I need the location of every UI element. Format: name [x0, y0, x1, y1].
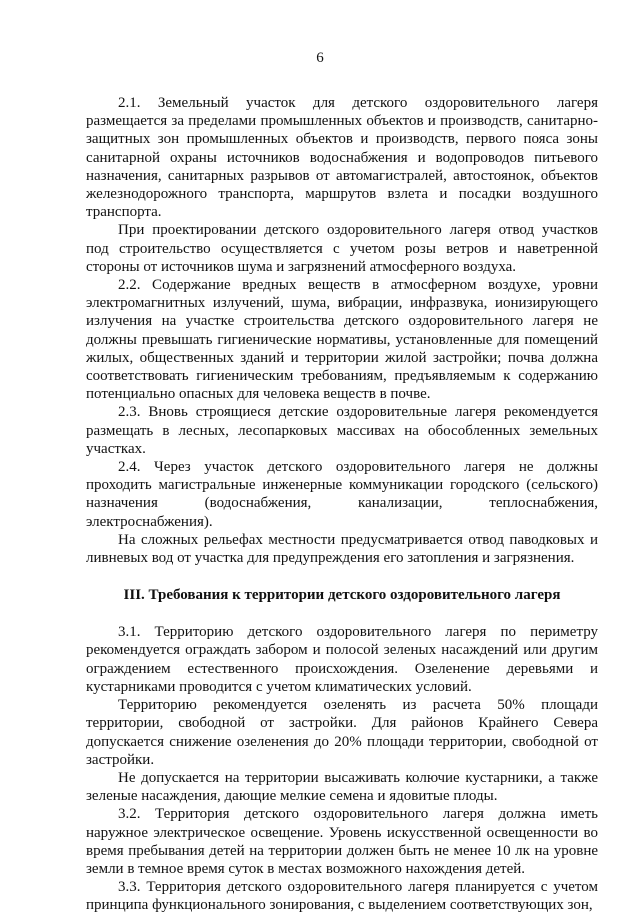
paragraph-2-1-continued: При проектировании детского оздоровительного лагеря отвод участков под строительство осуществляется с учетом розы ветров и наветренной стороны от источников шума и загрязнений атмосферного воздуха. — [86, 222, 598, 275]
paragraph-3-3: 3.3. Территория детского оздоровительного лагеря планируется с учетом принципа функционального зонирования, с выделением соответствующих зон, — [86, 879, 598, 914]
paragraph-2-4-continued: На сложных рельефах местности предусматривается отвод паводковых и ливневых вод от участка для предупреждения его затопления и загрязнения. — [86, 531, 598, 567]
paragraph-3-1: 3.1. Территорию детского оздоровительного лагеря по периметру рекомендуется ограждать забором и полосой зеленых насаждений или другим ограждением естественного происхождения. Озеленение деревьями и кустарниками проводится с учетом климатических условий. — [86, 624, 598, 695]
document-body — [86, 94, 598, 915]
paragraph-2-4: 2.4. Через участок детского оздоровительного лагеря не должны проходить магистральные инженерные коммуникации городского (сельского) назначения (водоснабжения, канализации, теплоснабжения, электроснабжения). — [86, 459, 598, 530]
paragraph-2-3: 2.3. Вновь строящиеся детские оздоровительные лагеря рекомендуется размещать в лесных, лесопарковых массивах на обособленных земельных участках. — [86, 404, 598, 457]
paragraph-2-1: 2.1. Земельный участок для детского оздоровительного лагеря размещается за пределами промышленных объектов и производств, санитарно-защитных зон промышленных объектов и производств, первого пояса зоны санитарной охраны источников водоснабжения и водопроводов питьевого назначения, санитарных разрывов от автомагистралей, автостоянок, объектов железнодорожного транспорта, маршрутов взлета и посадки воздушного транспорта. — [86, 95, 598, 221]
paragraph-3-1-restrictions: Не допускается на территории высаживать колючие кустарники, а также зеленые насаждения, дающие мелкие семена и ядовитые плоды. — [86, 769, 598, 805]
paragraph-3-1-greening: Территорию рекомендуется озеленять из расчета 50% площади территории, свободной от застройки. Для районов Крайнего Севера допускается снижение озеленения до 20% площади территории, свободной от застройки. — [86, 697, 598, 768]
section-heading: III. Требования к территории детского оздоровительного лагеря — [123, 587, 561, 604]
page-number: 6 — [316, 50, 324, 66]
paragraph-3-2: 3.2. Территория детского оздоровительного лагеря должна иметь наружное электрическое освещение. Уровень искусственной освещенности во время пребывания детей на территории должен быть не менее 10 лк на уровне земли в темное время суток в местах возможного нахождения детей. — [86, 806, 598, 877]
paragraph-2-2: 2.2. Содержание вредных веществ в атмосферном воздухе, уровни электромагнитных излучений, шума, вибрации, инфразвука, ионизирующего излучения на участке строительства детского оздоровительного лагеря не должны превышать гигиенические нормативы, установленные для помещений жилых, общественных зданий и территории жилой застройки; почва должна соответствовать гигиеническим требованиям, предъявляемым к содержанию потенциально опасных для человека веществ в почве. — [86, 277, 598, 403]
